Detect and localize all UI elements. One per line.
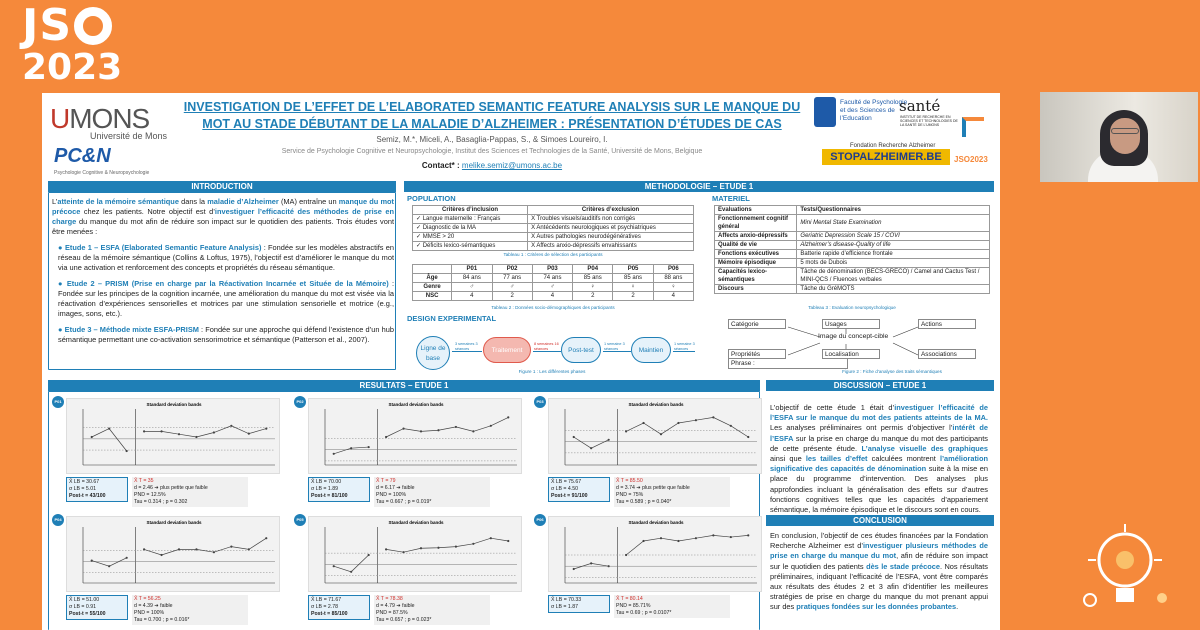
chart-title: Standard deviation bands: [628, 402, 684, 407]
treatment-point: [642, 422, 644, 424]
treatment-point: [625, 554, 627, 556]
table-criteria: Critères d’inclusion Critères d’exclusion ✓ Langue maternelle : Français X Troubles visuels/auditifs non corrigés ✓ Diagnostic de la MA X Antécédents neurologiques et psychiatriques ✓ MMSE > 20 X Autres pathologies neurodégénératives ✓ Déficits lexico-sémantiques X Affects anxio-dépressifs envahissants: [412, 205, 694, 251]
baseline-point: [333, 565, 335, 567]
participant-badge-p06: P06: [534, 514, 546, 526]
treatment-point: [178, 433, 180, 435]
treatment-point: [230, 546, 232, 548]
table-demographics: P01 P02 P03 P04 P05 P06 Âge 84 ans 77 ans 74 ans 85 ans 85 ans 88 ans Genre ♂ ♂ ♂ ♀ ♀ ♀ NSC 4 2 4 2 2 4: [412, 264, 694, 301]
treatment-point: [265, 428, 267, 430]
treatment-point: [402, 551, 404, 553]
stat-line: X̄ T = 79: [376, 478, 396, 484]
treatment-point: [472, 430, 474, 432]
treatment-point: [507, 416, 509, 418]
treatment-point: [747, 436, 749, 438]
baseline-point: [350, 447, 352, 449]
concept-box-actions: Actions: [918, 319, 976, 329]
stat-line: X̄ T = 85.50: [616, 478, 643, 484]
stats-treatment-p04: [132, 595, 248, 625]
stat-line: X̄ T = 56.25: [134, 596, 161, 602]
methodo-header: METHODOLOGIE – ETUDE 1: [404, 181, 994, 192]
treatment-point: [213, 551, 215, 553]
treatment-point: [660, 433, 662, 435]
baseline-point: [126, 557, 128, 559]
treatment-point: [695, 537, 697, 539]
treatment-point: [712, 534, 714, 536]
stat-line: Post-t = 55/100: [69, 611, 106, 617]
baseline-point: [91, 436, 93, 438]
stopalzheimer-logo: STOPALZHEIMER.BE: [822, 149, 950, 165]
table3-caption: Tableau 3 : Evaluation neuropsychologique: [808, 305, 896, 310]
chart-title: Standard deviation bands: [146, 402, 202, 407]
stat-line: d = 4.79 ➔ faible: [376, 603, 415, 609]
intro-header: INTRODUCTION: [48, 181, 396, 192]
poster-affiliation: Service de Psychologie Cognitive et Neuropsychologie, Institut des Sciences et Technologies de la Santé, Université de Mons, Belgique: [281, 148, 703, 155]
participant-badge-p04: P04: [52, 514, 64, 526]
stat-line: Tau = 0.589 ; p = 0.040*: [616, 499, 672, 505]
stats-baseline-p06: [548, 595, 610, 613]
treatment-point: [455, 546, 457, 548]
chart-title: Standard deviation bands: [146, 520, 202, 525]
design-step-posttest: Post-test: [561, 337, 601, 363]
stats-baseline-p02: [308, 477, 370, 502]
webcam-video: [1040, 92, 1198, 182]
stats-treatment-p01: [132, 477, 248, 507]
stat-line: X̄ LB = 51.00: [69, 597, 100, 603]
participant-badge-p02: P02: [294, 396, 306, 408]
sante-subtitle: INSTITUT DE RECHERCHE EN SCIENCES ET TECHNOLOGIES DE LA SANTÉ DE L’UMONS: [900, 115, 958, 127]
population-header: POPULATION: [407, 194, 456, 203]
stat-line: d = 2.46 ➔ plus petite que faible: [134, 485, 208, 491]
treatment-point: [437, 547, 439, 549]
stat-line: Tau = 0.700 ; p = 0.016*: [134, 617, 190, 623]
design-arrow-label-4: 1 semaine 3 séances: [674, 342, 695, 351]
chart-title: Standard deviation bands: [388, 520, 444, 525]
stat-line: Post-t = 91/100: [551, 493, 588, 499]
table2-caption: Tableau 2 : Données socio-démographiques des participants: [491, 305, 615, 310]
treatment-point: [660, 537, 662, 539]
stats-baseline-p01: [66, 477, 128, 502]
baseline-point: [368, 446, 370, 448]
baseline-point: [91, 560, 93, 562]
concept-box-associations: Associations: [918, 349, 976, 359]
treatment-point: [265, 537, 267, 539]
intro-text: L’atteinte de la mémoire sémantique dans la maladie d’Alzheimer (MA) entraîne un manque du mot précoce chez les patients. Notre objectif est d’investiguer l’efficacité des méthodes de prise en charge du manque du mot afin de réduire son impact sur le quotidien des patients. Trois études vont être menées : ● Etude 1 – ESFA (Elaborated Semantic Feature Analysis) : Fondée sur les modèles abstractifs en réseau de la mémoire sémantique (Collins & Loftus, 1975), l’objectif est d’améliorer le manque du mot via une activation et renforcement des concepts et propriétés du réseau sémantique. ● Etude 2 – PRISM (Prise en charge par la Réactivation Incarnée et Située de la Mémoire) : Fondée sur les principes de la cognition incarnée, une amélioration du manque du mot est visée via la réactivation d’expériences sensorielles et motrices par une stimulation sensorielle et motrice (e.g., images, sons, etc.). ● Etude 3 – Méthode mixte ESFA-PRISM : Fondée sur une approche qui défend l’existence d’un hub sémantique permettant une co-activation sensorimotrice et sémantique (Patterson et al., 2007).: [52, 197, 395, 344]
stat-line: X̄ T = 35: [134, 478, 154, 484]
poster-authors: Semiz, M.*, Miceli, A., Basaglia-Pappas, S., & Simoes Loureiro, I.: [376, 135, 608, 144]
treatment-line: [144, 538, 266, 555]
treatment-point: [420, 430, 422, 432]
treatment-point: [747, 534, 749, 536]
treatment-line: [626, 417, 748, 437]
stat-line: Post-t = 81/100: [311, 493, 348, 499]
baseline-line: [92, 429, 127, 451]
chart-p02: [308, 398, 522, 474]
baseline-point: [608, 439, 610, 441]
stat-line: PND = 100%: [376, 492, 407, 498]
stat-line: σ LB = 5.01: [69, 486, 96, 492]
stat-line: X̄ T = 80.14: [616, 596, 643, 602]
fondation-label: Fondation Recherche Alzheimer: [850, 143, 936, 149]
treatment-point: [143, 548, 145, 550]
treatment-point: [160, 430, 162, 432]
treatment-point: [695, 419, 697, 421]
treatment-point: [472, 543, 474, 545]
contact-email: melike.semiz@umons.ac.be: [461, 161, 563, 170]
stats-baseline-p03: [548, 477, 610, 502]
stats-treatment-p02: [374, 477, 490, 507]
treatment-point: [213, 431, 215, 433]
stat-line: σ LB = 1.89: [311, 486, 338, 492]
chart-p04: [66, 516, 280, 592]
treatment-point: [455, 426, 457, 428]
baseline-point: [333, 453, 335, 455]
chart-title: Standard deviation bands: [388, 402, 444, 407]
stat-line: σ LB = 0.91: [69, 604, 96, 610]
stat-line: d = 3.74 ➔ plus petite que faible: [616, 485, 690, 491]
stat-line: PND = 87.5%: [376, 610, 408, 616]
stat-line: Tau = 0.667 ; p = 0.019*: [376, 499, 432, 505]
faculty-logo-icon: [814, 97, 836, 127]
treatment-point: [642, 540, 644, 542]
treatment-point: [248, 548, 250, 550]
chart-title: Standard deviation bands: [628, 520, 684, 525]
chart-p01: [66, 398, 280, 474]
concept-box-proprietes: Propriétés: [728, 349, 786, 359]
stats-treatment-p06: [614, 595, 730, 618]
poster-contact: Contact* : melike.semiz@umons.ac.be: [421, 161, 563, 170]
chart-p06: [548, 516, 762, 592]
stats-treatment-p05: [374, 595, 490, 625]
stat-line: X̄ LB = 30.67: [69, 479, 100, 485]
treatment-point: [402, 428, 404, 430]
treatment-point: [178, 548, 180, 550]
treatment-point: [507, 540, 509, 542]
lightbulb-icon: [1070, 520, 1180, 630]
stat-line: X̄ LB = 75.67: [551, 479, 582, 485]
faculty-name: Faculté de Psychologie et des Sciences de l’Education: [840, 99, 908, 122]
stat-line: Tau = 0.657 ; p = 0.023*: [376, 617, 432, 623]
baseline-point: [368, 554, 370, 556]
stat-line: σ LB = 2.78: [311, 604, 338, 610]
treatment-point: [490, 537, 492, 539]
table-evaluations: Evaluations Tests/Questionnaires Fonctionnement cognitif général Mini Mental State Examination Affects anxio-dépressifs Geriatric Depression Scale 15 / COVI Qualité de vie Alzheimer’s disease-Quality of life Fonctions exécutives Batterie rapide d’efficience frontale Mémoire épisodique 5 mots de Dubois Capacités lexico-sémantiques Tâche de dénomination (BECS-GRECO) / Camel and Cactus Test / MINI-QCS / Fluences verbales Discours Tâche du GréMOTS: [714, 205, 990, 294]
conclusion-text: En conclusion, l’objectif de ces études financées par la Fondation Recherche Alzheimer est d’investiguer plusieurs méthodes de prise en charge du manque du mot, afin de réduire son impact sur le quotidien des patients dès le stade précoce. Nos résultats préliminaires, indiquant l’efficacité de l’ESFA, vont être comparés aux résultats des études 2 et 3 afin d’identifier les meilleures stratégies de prise en charge du manque du mot prenant appui sur des pratiques fondées sur les données probantes.: [770, 531, 989, 612]
baseline-line: [574, 437, 609, 448]
stats-treatment-p03: [614, 477, 730, 507]
stat-line: d = 6.17 ➔ faible: [376, 485, 415, 491]
treatment-point: [195, 548, 197, 550]
treatment-point: [712, 416, 714, 418]
pcn-logo: PC&N: [54, 145, 111, 167]
conclusion-header: CONCLUSION: [766, 515, 994, 526]
sante-logo: santé: [899, 97, 941, 115]
stat-line: PND = 85.71%: [616, 603, 651, 609]
table1-caption: Tableau 1 : Critères de sélection des participants: [503, 252, 603, 257]
jso-small-label: JSO2023: [954, 155, 988, 164]
treatment-point: [230, 425, 232, 427]
umons-logo: UMONS: [50, 103, 150, 134]
umons-subtitle: Université de Mons: [90, 131, 168, 141]
design-header: DESIGN EXPERIMENTAL: [407, 314, 497, 323]
stat-line: Post-t = 43/100: [69, 493, 106, 499]
design-step-treatment: Traitement: [483, 337, 531, 363]
treatment-point: [730, 536, 732, 538]
concept-center-label: Image du concept-cible: [818, 333, 889, 340]
design-arrow-label-3: 1 semaine 3 séances: [604, 342, 625, 351]
stat-line: σ LB = 4.50: [551, 486, 578, 492]
jso-logo: JS 2023: [22, 0, 123, 88]
treatment-point: [437, 429, 439, 431]
baseline-point: [590, 447, 592, 449]
treatment-line: [386, 538, 508, 552]
participant-badge-p03: P03: [534, 396, 546, 408]
treatment-point: [248, 433, 250, 435]
treatment-point: [677, 422, 679, 424]
treatment-point: [490, 425, 492, 427]
stat-line: Tau = 0.314 ; p = 0.302: [134, 499, 188, 505]
baseline-point: [350, 571, 352, 573]
treatment-line: [386, 417, 508, 437]
stat-line: d = 4.39 ➔ faible: [134, 603, 173, 609]
stats-baseline-p05: [308, 595, 370, 620]
figure1-caption: Figure 1 : Les différentes phases: [518, 369, 586, 374]
stat-line: Post-t = 85/100: [311, 611, 348, 617]
stats-baseline-p04: [66, 595, 128, 620]
concept-box-localisation: Localisation: [822, 349, 880, 359]
design-step-baseline: Ligne de base: [416, 336, 450, 370]
discussion-header: DISCUSSION – ETUDE 1: [766, 380, 994, 391]
participant-badge-p05: P05: [294, 514, 306, 526]
stat-line: PND = 12.5%: [134, 492, 166, 498]
treatment-point: [385, 436, 387, 438]
design-arrow-label-2: 8 semaines 16 séances: [534, 342, 559, 351]
treatment-point: [143, 430, 145, 432]
baseline-point: [608, 565, 610, 567]
concept-box-phrase: Phrase :: [728, 359, 848, 369]
stat-line: X̄ T = 78.38: [376, 596, 403, 602]
pcn-subtitle: Psychologie Cognitive & Neuropsychologie: [54, 170, 150, 176]
concept-box-categorie: Catégorie: [728, 319, 786, 329]
baseline-line: [334, 555, 369, 572]
baseline-point: [573, 568, 575, 570]
treatment-point: [160, 554, 162, 556]
stat-line: X̄ LB = 70.33: [551, 597, 582, 603]
treatment-point: [420, 547, 422, 549]
poster: [42, 93, 1000, 630]
chart-p03: [548, 398, 762, 474]
baseline-point: [573, 436, 575, 438]
participant-badge-p01: P01: [52, 396, 64, 408]
baseline-point: [108, 565, 110, 567]
stat-line: PND = 75%: [616, 492, 644, 498]
stat-line: Tau = 0.69 ; p = 0.0107*: [616, 610, 672, 616]
baseline-point: [590, 562, 592, 564]
concept-box-usages: Usages: [822, 319, 880, 329]
baseline-line: [92, 558, 127, 566]
stat-line: X̄ LB = 70.00: [311, 479, 342, 485]
design-arrow-label-1: 3 semaines 3 séances: [455, 342, 478, 351]
baseline-point: [108, 428, 110, 430]
stat-line: σ LB = 1.87: [551, 604, 578, 610]
resultats-header: RESULTATS – ETUDE 1: [48, 380, 760, 391]
treatment-line: [626, 535, 748, 555]
discussion-text: L’objectif de cette étude 1 était d’investiguer l’efficacité de l’ESFA sur le manque du mot des patients atteints de la MA. Les analyses préliminaires ont permis d’objectiver l’intérêt de l’ESFA sur la prise en charge du manque du mot des participants de cette présente étude. L’analyse visuelle des graphiques ainsi que les tailles d’effet calculées montrent l’amélioration significative des capacités de dénomination suite à la mise en place du programme d’intervention. Des analyses plus approfondies incluant la généralisation des effets sur d’autres fonctions cognitives telles que les capacités d’appariement sémantique, la mémoire épisodique et le discours sont en cours.: [770, 403, 989, 515]
stat-line: PND = 100%: [134, 610, 165, 616]
stat-line: X̄ LB = 71.67: [311, 597, 342, 603]
treatment-point: [385, 548, 387, 550]
treatment-point: [677, 540, 679, 542]
baseline-point: [126, 450, 128, 452]
poster-title: INVESTIGATION DE L’EFFET DE L’ELABORATED SEMANTIC FEATURE ANALYSIS SUR LE MANQUE DU MOT AU STADE DÉBUTANT DE LA MALADIE D’ALZHEIMER : PRÉSENTATION D’ÉTUDES DE CAS: [183, 100, 801, 131]
materiel-header: MATERIEL: [712, 194, 750, 203]
treatment-point: [195, 436, 197, 438]
figure2-caption: Figure 2 : Fiche d’analyse des traits sémantiques: [842, 369, 942, 374]
jso-o-ring: [74, 7, 112, 45]
design-step-maintien: Maintien: [631, 337, 671, 363]
chart-p05: [308, 516, 522, 592]
treatment-point: [730, 425, 732, 427]
treatment-point: [625, 430, 627, 432]
jso-small-logo-icon: [962, 117, 984, 137]
